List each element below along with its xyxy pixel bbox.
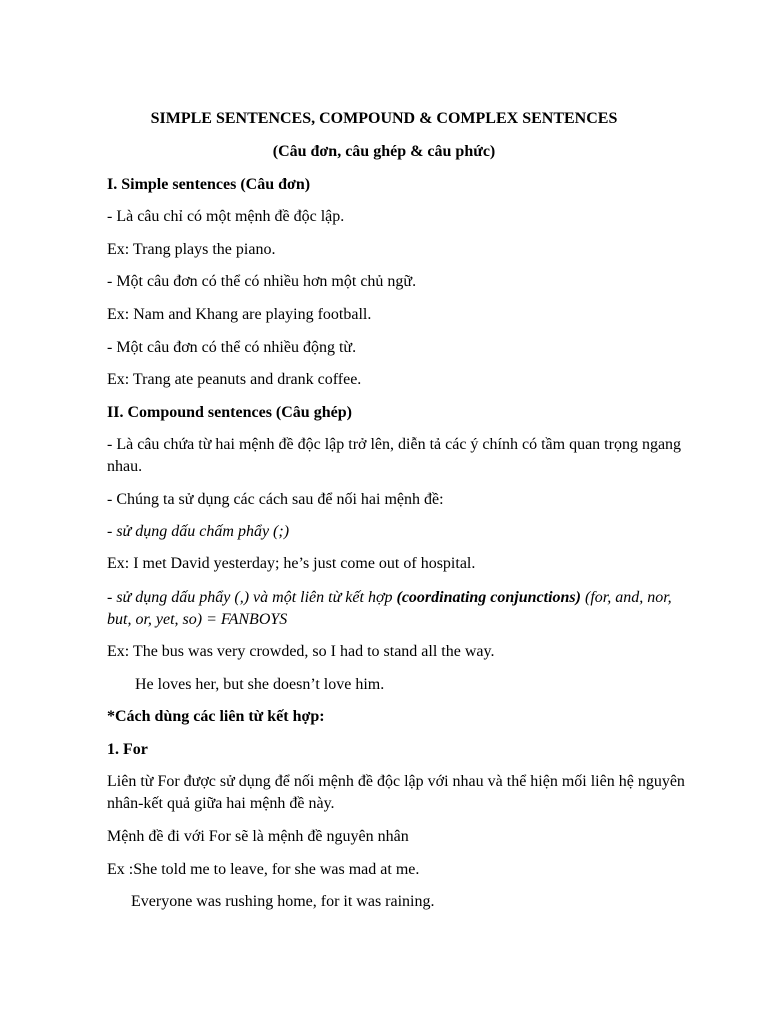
paragraph: Mệnh đề đi với For sẽ là mệnh đề nguyên nhân bbox=[107, 828, 409, 845]
paragraph: - Một câu đơn có thể có nhiều hơn một chủ ngữ. bbox=[107, 273, 417, 290]
paragraph: - Một câu đơn có thể có nhiều động từ. bbox=[107, 339, 357, 356]
paragraph: - Là câu chỉ có một mệnh đề độc lập. bbox=[107, 208, 345, 225]
usage-heading: *Cách dùng các liên từ kết hợp: bbox=[107, 708, 325, 725]
document-title: SIMPLE SENTENCES, COMPOUND & COMPLEX SENTENCES bbox=[150, 110, 618, 127]
coordinating-conjunctions-term: (coordinating conjunctions) bbox=[396, 589, 581, 606]
method-text: - sử dụng dấu phẩy (,) và một liên từ kết hợp bbox=[107, 589, 397, 606]
method-line bbox=[107, 587, 698, 631]
example-line: Ex: The bus was very crowded, so I had to stand all the way. bbox=[107, 643, 495, 660]
example-line: Ex: Trang plays the piano. bbox=[107, 241, 276, 258]
method-line: - sử dụng dấu chấm phẩy (;) bbox=[107, 523, 290, 540]
example-line: Everyone was rushing home, for it was raining. bbox=[131, 893, 435, 910]
paragraph: Liên từ For được sử dụng để nối mệnh đề độc lập với nhau và thể hiện mối liên hệ nguyên nhân-kết quả giữa hai mệnh đề này. bbox=[107, 773, 685, 812]
example-line: Ex :She told me to leave, for she was mad at me. bbox=[107, 861, 420, 878]
example-line: Ex: I met David yesterday; he’s just come out of hospital. bbox=[107, 555, 476, 572]
section-heading-simple: I. Simple sentences (Câu đơn) bbox=[107, 176, 311, 193]
subsection-heading-for: 1. For bbox=[107, 741, 148, 758]
example-line: He loves her, but she doesn’t love him. bbox=[135, 676, 385, 693]
example-line: Ex: Nam and Khang are playing football. bbox=[107, 306, 372, 323]
section-heading-compound: II. Compound sentences (Câu ghép) bbox=[107, 404, 352, 421]
method-text: (for, and, nor, but, or, yet, so) = FANBOYS bbox=[107, 589, 672, 628]
document-subtitle: (Câu đơn, câu ghép & câu phức) bbox=[272, 143, 496, 160]
example-line: Ex: Trang ate peanuts and drank coffee. bbox=[107, 371, 362, 388]
paragraph: - Là câu chứa từ hai mệnh đề độc lập trở lên, diễn tả các ý chính có tầm quan trọng ngang nhau. bbox=[107, 436, 682, 475]
paragraph: - Chúng ta sử dụng các cách sau để nối hai mệnh đề: bbox=[107, 491, 444, 508]
